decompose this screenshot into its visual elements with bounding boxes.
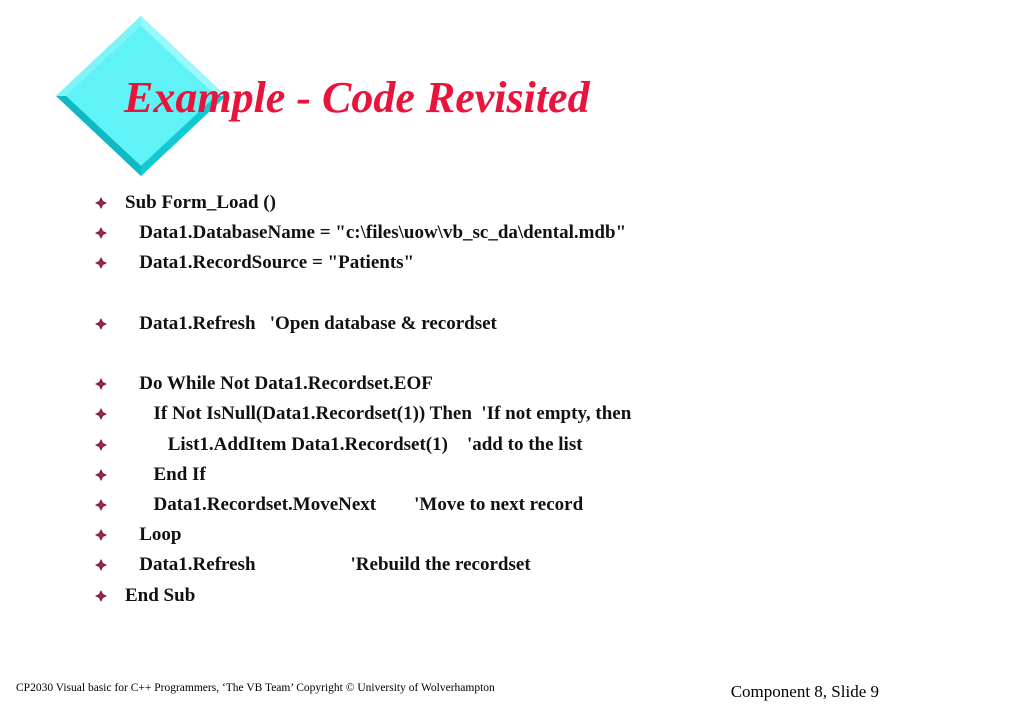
code-line	[95, 580, 631, 610]
code-line	[95, 309, 631, 339]
code-line	[95, 550, 631, 580]
code-line-text: End Sub	[125, 584, 196, 606]
code-line-text: Do While Not Data1.Recordset.EOF	[125, 373, 433, 395]
bullet-icon	[95, 439, 107, 451]
code-line	[95, 369, 631, 399]
code-line	[95, 188, 631, 218]
code-line-text: Data1.Refresh 'Open database & recordset	[125, 312, 497, 334]
code-line	[95, 430, 631, 460]
bullet-icon	[95, 197, 107, 209]
code-line	[95, 399, 631, 429]
bullet-icon	[95, 559, 107, 571]
slide-title: Example - Code Revisited	[124, 73, 590, 122]
code-line-text: List1.AddItem Data1.Recordset(1) 'add to the list	[125, 433, 583, 455]
code-line-text: End If	[125, 463, 206, 485]
footer-slide-number: Component 8, Slide 9	[730, 682, 879, 701]
bullet-icon	[95, 529, 107, 541]
code-line	[95, 520, 631, 550]
bullet-icon	[95, 378, 107, 390]
code-line-text: Sub Form_Load ()	[125, 192, 276, 214]
code-line-text: Data1.RecordSource = "Patients"	[125, 252, 415, 274]
code-line	[95, 218, 631, 248]
bullet-icon	[95, 469, 107, 481]
bullet-icon	[95, 227, 107, 239]
bullet-icon	[95, 257, 107, 269]
code-bullet-list	[95, 188, 631, 611]
bullet-icon	[95, 408, 107, 420]
code-line	[95, 339, 631, 369]
code-line-text: Data1.DatabaseName = "c:\files\uow\vb_sc_da\dental.mdb"	[125, 222, 627, 244]
code-line	[95, 248, 631, 278]
footer-copyright: CP2030 Visual basic for C++ Programmers, ‘The VB Team’ Copyright © University of Wolverhampton	[16, 682, 495, 694]
code-line-text: Loop	[125, 524, 182, 546]
code-line	[95, 490, 631, 520]
bullet-icon	[95, 590, 107, 602]
bullet-icon	[95, 318, 107, 330]
code-line-text: Data1.Refresh 'Rebuild the recordset	[125, 554, 531, 576]
code-line-text: If Not IsNull(Data1.Recordset(1)) Then 'If not empty, then	[125, 403, 632, 425]
code-line-text: Data1.Recordset.MoveNext 'Move to next record	[125, 493, 584, 515]
code-line	[95, 279, 631, 309]
bullet-icon	[95, 499, 107, 511]
code-line	[95, 460, 631, 490]
